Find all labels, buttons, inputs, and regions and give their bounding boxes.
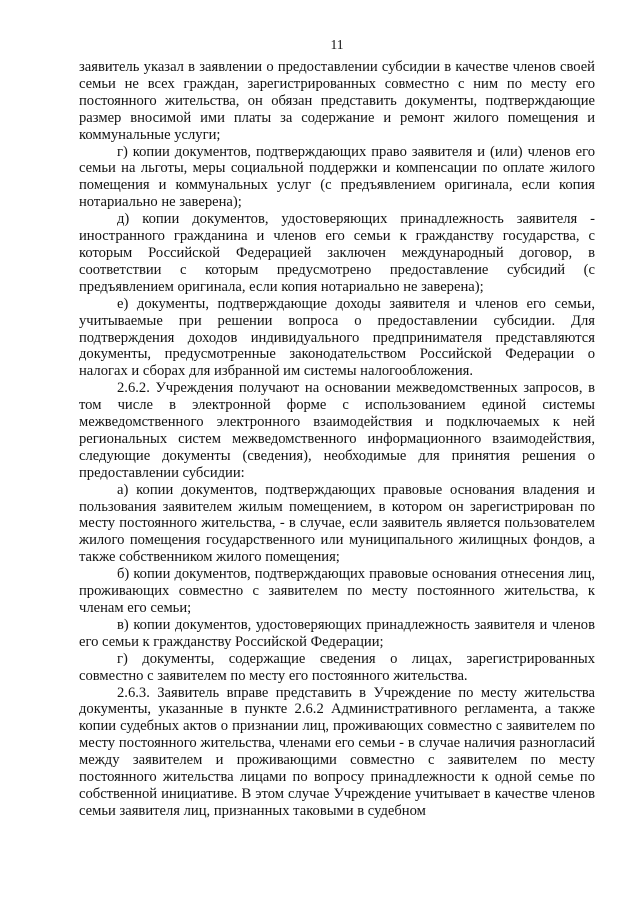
paragraph-item-d: д) копии документов, удостоверяющих принадлежность заявителя - иностранного гражданина и членов его семьи к гражданству государства, с которым Российской Федерацией заключен международный договор, в соответствии с которым предусмотрено предоставление субсидий (с предъявлением оригинала, если копия нотариально не заверена);	[79, 211, 595, 295]
document-page	[79, 36, 595, 896]
paragraph-item-g: г) копии документов, подтверждающих право заявителя и (или) членов его семьи на льготы, меры социальной поддержки и компенсации по оплате жилого помещения и коммунальных услуг (с предъявлением оригинала, если копия нотариально не заверена);	[79, 143, 595, 211]
paragraph-item-g-2: г) документы, содержащие сведения о лицах, зарегистрированных совместно с заявителем по месту его постоянного жительства.	[79, 650, 595, 684]
paragraph-section-2-6-3: 2.6.3. Заявитель вправе представить в Учреждение по месту жительства документы, указанные в пункте 2.6.2 Административного регламента, а также копии судебных актов о признании лиц, проживающих совместно с заявителем по месту постоянного жительства, членами его семьи - в случае наличия разногласий между заявителем и проживающими совместно с заявителем по месту постоянного жительства лицами по вопросу принадлежности к одной семье по собственной инициативе. В этом случае Учреждение учитывает в качестве членов семьи заявителя лиц, признанных таковыми в судебном	[79, 684, 595, 819]
paragraph-item-v: в) копии документов, удостоверяющих принадлежность заявителя и членов его семьи к гражданству Российской Федерации;	[79, 616, 595, 650]
paragraph-continuation: заявитель указал в заявлении о предоставлении субсидии в качестве членов своей семьи не всех граждан, зарегистрированных совместно с ним по месту его постоянного жительства, он обязан представить документы, подтверждающие размер вносимой ими платы за содержание и ремонт жилого помещения и коммунальные услуги;	[79, 59, 595, 143]
paragraph-item-a: а) копии документов, подтверждающих правовые основания владения и пользования заявителем жилым помещением, в котором он зарегистрирован по месту постоянного жительства, - в случае, если заявитель является пользователем жилого помещения государственного или муниципального жилищных фондов, а также собственником жилого помещения;	[79, 481, 595, 566]
paragraph-item-e: е) документы, подтверждающие доходы заявителя и членов его семьи, учитываемые при решении вопроса о предоставлении субсидии. Для подтверждения доходов индивидуального предпринимателя представляются документы, предусмотренные законодательством Российской Федерации о налогах и сборах для избранной им системы налогообложения.	[79, 295, 595, 380]
paragraph-item-b: б) копии документов, подтверждающих правовые основания отнесения лиц, проживающих совместно с заявителем по месту постоянного жительства, к членам его семьи;	[79, 566, 595, 616]
paragraph-section-2-6-2: 2.6.2. Учреждения получают на основании межведомственных запросов, в том числе в электронной форме с использованием единой системы межведомственного электронного взаимодействия и подключаемых к ней региональных систем межведомственного информационного взаимодействия, следующие документы (сведения), необходимые для принятия решения о предоставлении субсидии:	[79, 380, 595, 481]
document-body	[79, 59, 595, 820]
page-number: 11	[330, 37, 344, 52]
